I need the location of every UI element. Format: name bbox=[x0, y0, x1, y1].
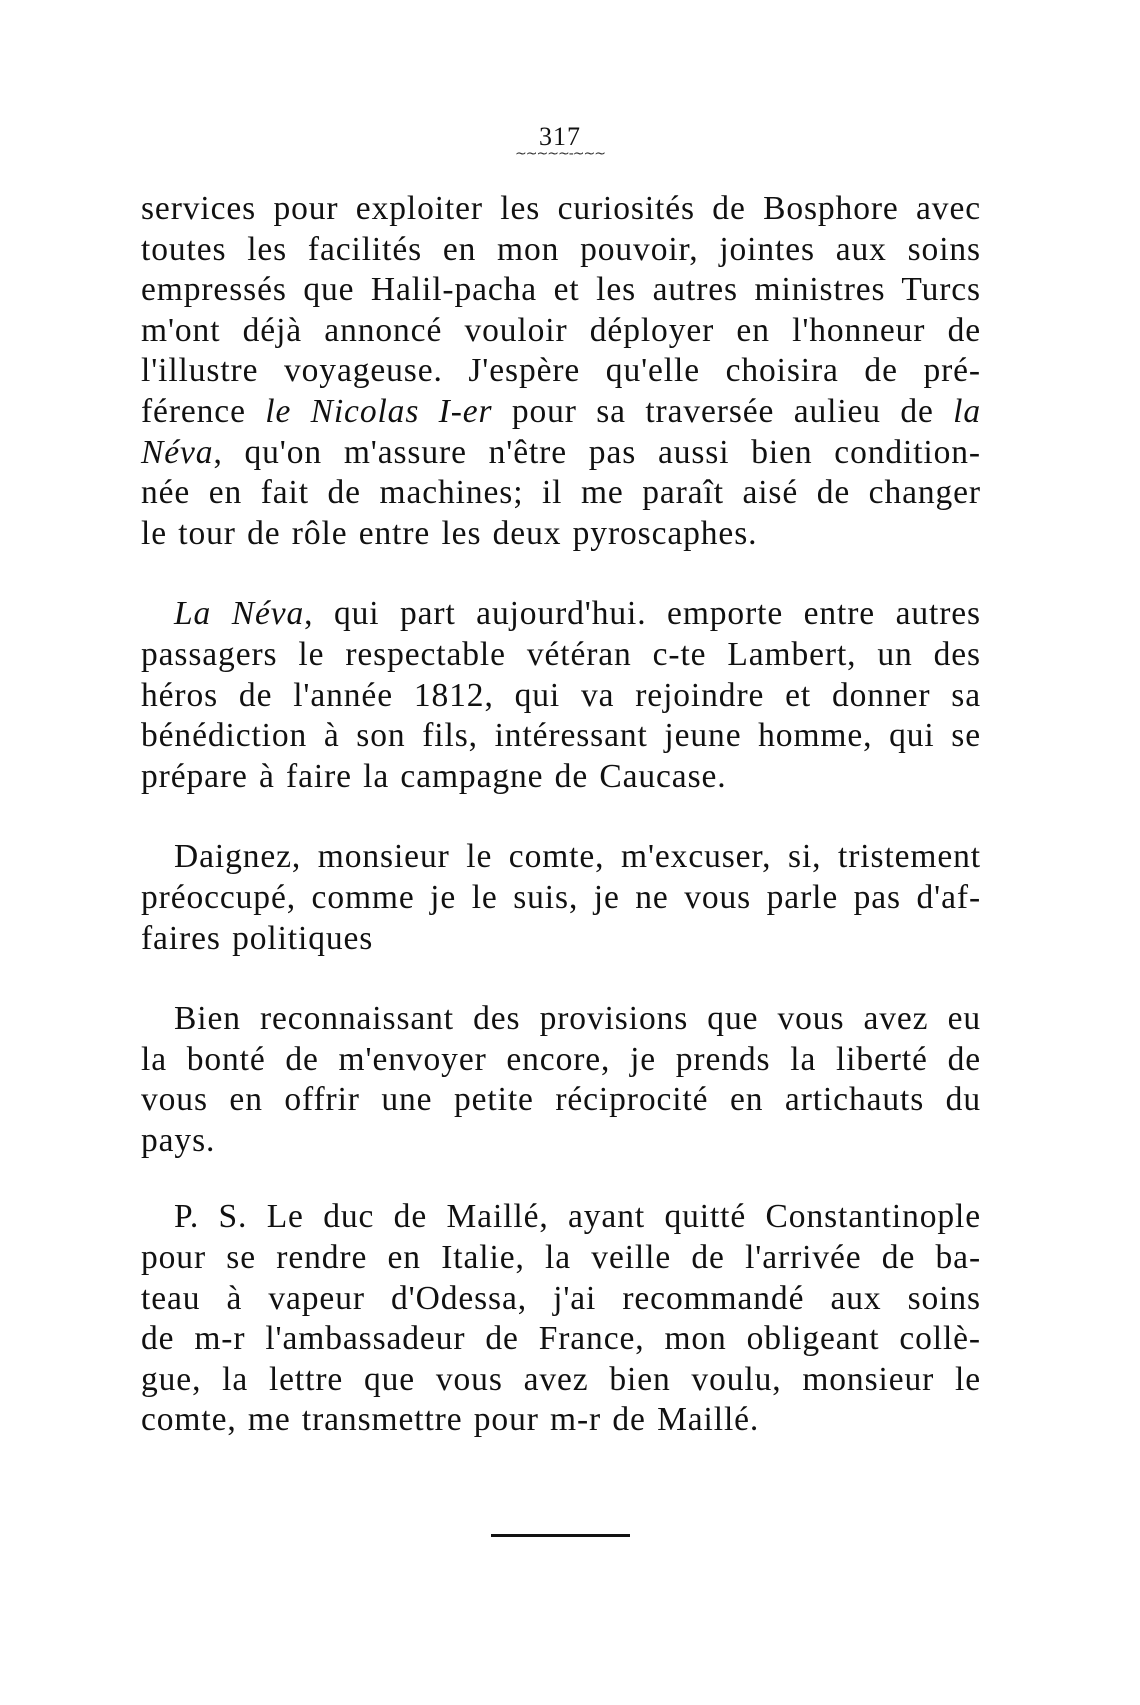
text-line: le tour de rôle entre les deux pyroscaphes. bbox=[141, 514, 758, 552]
text-line: teau à vapeur d'Odessa, j'ai recommandé aux soins bbox=[141, 1279, 981, 1317]
paragraph-4 bbox=[141, 999, 981, 1161]
text-line: P. S. Le duc de Maillé, ayant quitté Constantinople bbox=[174, 1198, 981, 1236]
end-of-section-rule bbox=[491, 1534, 630, 1537]
text-line: faires politiques bbox=[141, 919, 374, 957]
page-header bbox=[490, 122, 630, 168]
text-line: née en fait de machines; il me paraît aisé de changer bbox=[141, 474, 981, 512]
paragraph-3 bbox=[141, 837, 981, 959]
ship-name: Néva bbox=[141, 433, 214, 471]
postscript-paragraph bbox=[141, 1197, 981, 1441]
page-number-ornament: ~~~~~-~~~ bbox=[515, 146, 605, 162]
text-line: empressés que Halil-pacha et les autres ministres Turcs bbox=[141, 271, 981, 309]
text-line: l'illustre voyageuse. J'espère qu'elle choisira de pré- bbox=[141, 352, 981, 390]
ship-article: la bbox=[953, 392, 981, 430]
text-line: m'ont déjà annoncé vouloir déployer en l'honneur de bbox=[141, 311, 981, 349]
text-line: de m-r l'ambassadeur de France, mon obligeant collè- bbox=[141, 1320, 981, 1358]
page-number: 317 bbox=[539, 122, 581, 151]
text-line: préoccupé, comme je le suis, je ne vous parle pas d'af- bbox=[141, 878, 981, 916]
text-line: gue, la lettre que vous avez bien voulu, monsieur le bbox=[141, 1360, 981, 1398]
paragraph-gap bbox=[141, 959, 981, 999]
text-line: prépare à faire la campagne de Caucase. bbox=[141, 757, 727, 795]
paragraph-gap bbox=[141, 1161, 981, 1197]
text-line: pays. bbox=[141, 1121, 216, 1159]
text-line: héros de l'année 1812, qui va rejoindre et donner sa bbox=[141, 676, 981, 714]
text-line: férence le Nicolas I-er pour sa traversée aulieu de la bbox=[141, 392, 981, 430]
text-line: passagers le respectable vétéran c-te Lambert, un des bbox=[141, 635, 981, 673]
text-line: bénédiction à son fils, intéressant jeune homme, qui se bbox=[141, 717, 981, 755]
text-line: Bien reconnaissant des provisions que vous avez eu bbox=[174, 1000, 981, 1038]
text-line: services pour exploiter les curiosités de Bosphore avec bbox=[141, 190, 981, 227]
letter-text bbox=[141, 189, 981, 1441]
paragraph-gap bbox=[141, 554, 981, 594]
text-line: Daignez, monsieur le comte, m'excuser, si, tristement bbox=[174, 838, 981, 876]
text-line: La Néva, qui part aujourd'hui. emporte entre autres bbox=[174, 595, 981, 633]
paragraph-gap bbox=[141, 797, 981, 837]
text-line: Néva, qu'on m'assure n'être pas aussi bien condition- bbox=[141, 433, 981, 471]
paragraph-1 bbox=[141, 189, 981, 554]
text-line: vous en offrir une petite réciprocité en artichauts du bbox=[141, 1081, 981, 1119]
text-line: pour se rendre en Italie, la veille de l'arrivée de ba- bbox=[141, 1239, 981, 1277]
ship-name: le Nicolas I-er bbox=[265, 392, 493, 430]
text-line: toutes les facilités en mon pouvoir, jointes aux soins bbox=[141, 230, 981, 268]
paragraph-2 bbox=[141, 594, 981, 797]
ship-name: La Néva bbox=[174, 595, 305, 633]
text-line: la bonté de m'envoyer encore, je prends la liberté de bbox=[141, 1040, 981, 1078]
text-line: comte, me transmettre pour m-r de Maillé. bbox=[141, 1401, 760, 1439]
